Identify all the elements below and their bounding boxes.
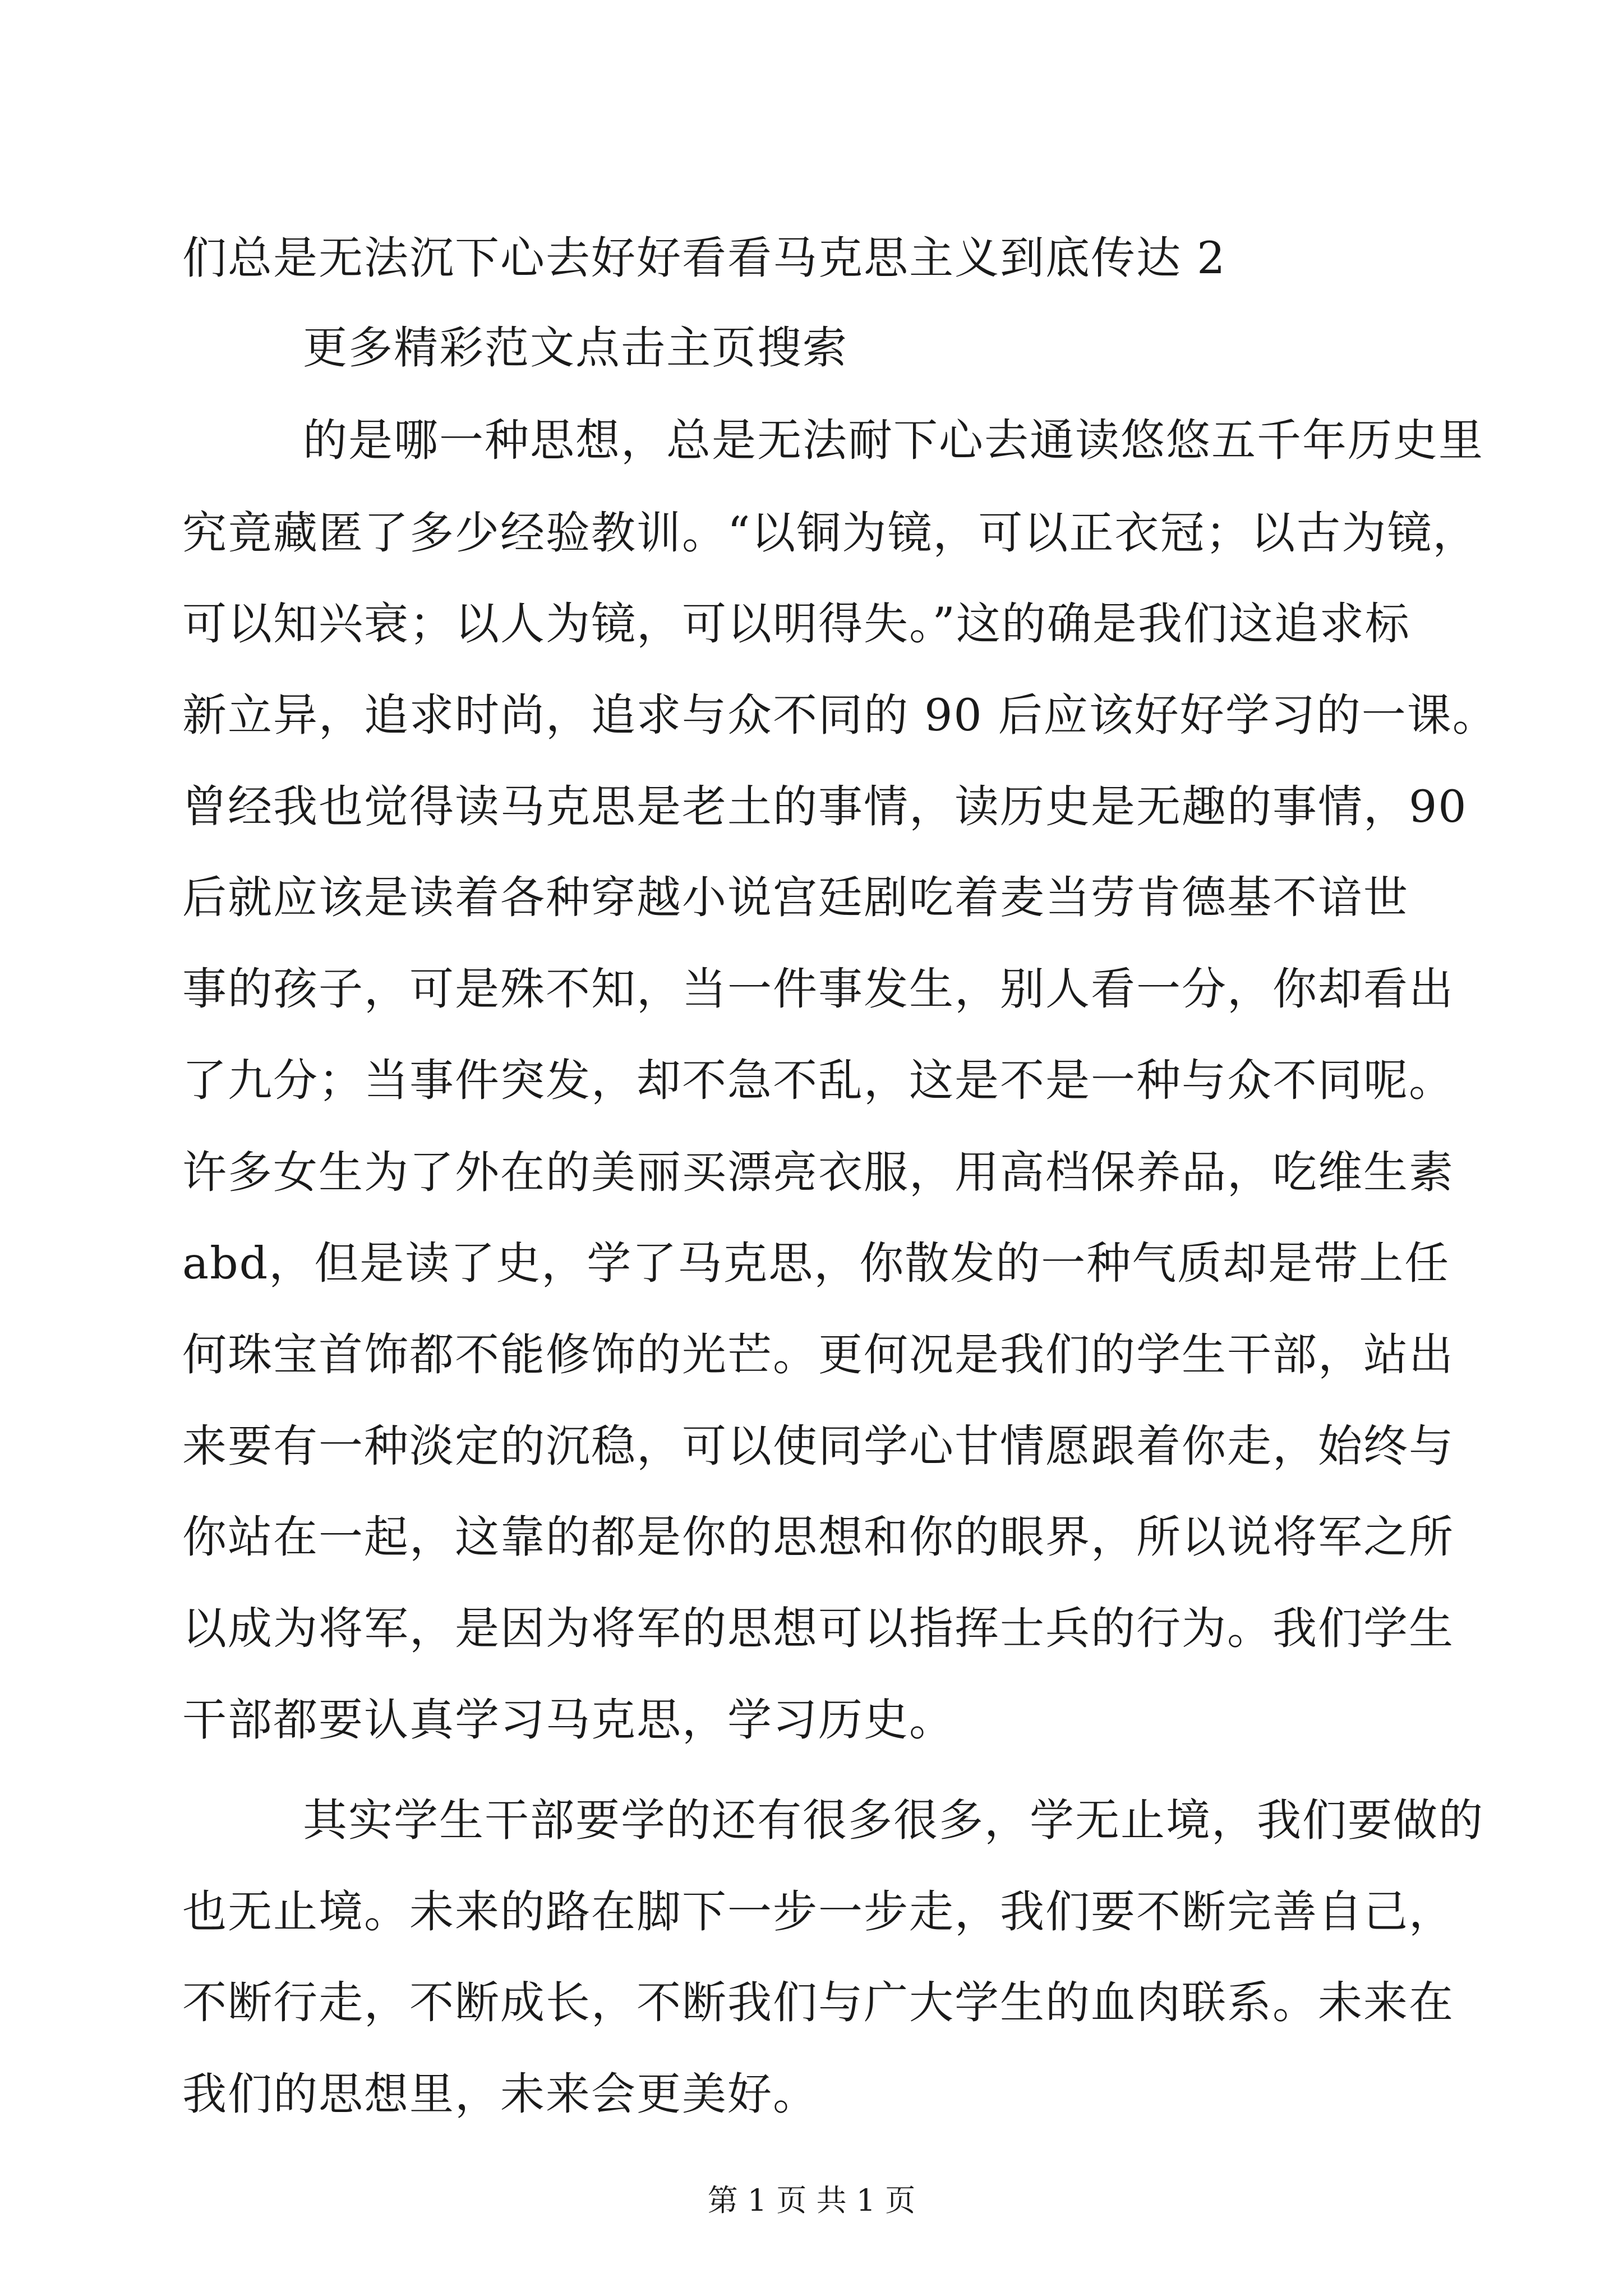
text-line-15: 你站在一起，这靠的都是你的思想和你的眼界，所以说将军之所: [182, 1511, 1454, 1563]
text-line-9: 事的孩子，可是殊不知，当一件事发生，别人看一分，你却看出: [182, 963, 1454, 1015]
text-line-3: 的是哪一种思想，总是无法耐下心去通读悠悠五千年历史里: [303, 415, 1484, 466]
text-line-2: 更多精彩范文点击主页搜索: [303, 322, 848, 374]
text-line-7: 曾经我也觉得读马克思是老土的事情，读历史是无趣的事情，90: [182, 781, 1468, 832]
text-line-14: 来要有一种淡定的沉稳，可以使同学心甘情愿跟着你走，始终与: [182, 1420, 1454, 1472]
text-line-10: 了九分；当事件突发，却不急不乱，这是不是一种与众不同呢。: [182, 1055, 1454, 1106]
text-line-4: 究竟藏匿了多少经验教训。“以铜为镜，可以正衣冠；以古为镜，: [182, 507, 1478, 559]
text-line-18: 其实学生干部要学的还有很多很多，学无止境，我们要做的: [303, 1795, 1484, 1846]
text-line-12: abd，但是读了史，学了马克思，你散发的一种气质却是带上任: [182, 1237, 1450, 1289]
text-line-1: 们总是无法沉下心去好好看看马克思主义到底传达 2: [182, 232, 1227, 284]
text-line-20: 不断行走，不断成长，不断我们与广大学生的血肉联系。未来在: [182, 1977, 1454, 2028]
text-line-17: 干部都要认真学习马克思，学习历史。: [182, 1694, 955, 1746]
text-line-21: 我们的思想里，未来会更美好。: [182, 2068, 818, 2120]
text-line-5: 可以知兴衰；以人为镜，可以明得失。”这的确是我们这追求标: [182, 598, 1410, 650]
text-line-11: 许多女生为了外在的美丽买漂亮衣服，用高档保养品，吃维生素: [182, 1147, 1454, 1198]
text-line-16: 以成为将军，是因为将军的思想可以指挥士兵的行为。我们学生: [182, 1603, 1454, 1654]
page-footer: 第 1 页 共 1 页: [707, 2183, 916, 2218]
text-line-19: 也无止境。未来的路在脚下一步一步走，我们要不断完善自己，: [182, 1886, 1454, 1938]
text-line-13: 何珠宝首饰都不能修饰的光芒。更何况是我们的学生干部，站出: [182, 1329, 1454, 1381]
text-line-6: 新立异，追求时尚，追求与众不同的 90 后应该好好学习的一课。: [182, 689, 1498, 741]
text-line-8: 后就应该是读着各种穿越小说宫廷剧吃着麦当劳肯德基不谙世: [182, 872, 1409, 923]
